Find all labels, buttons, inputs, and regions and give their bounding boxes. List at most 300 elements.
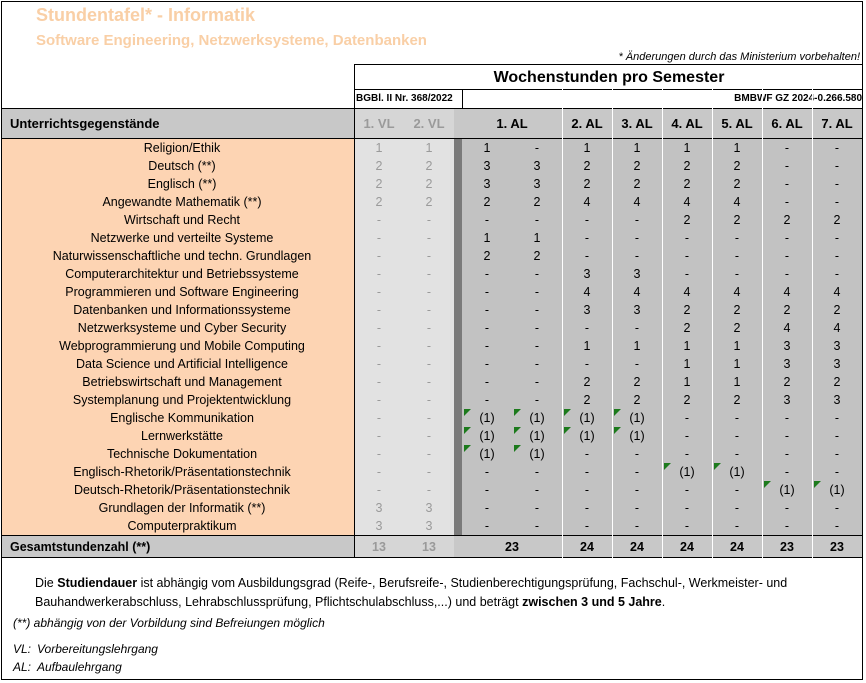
hours-value: 3	[483, 177, 491, 191]
hours-cell	[612, 283, 662, 301]
hours-cell	[662, 373, 712, 391]
hours-value: -	[634, 213, 640, 227]
hours-cell	[462, 481, 512, 499]
hours-value: 2	[375, 195, 383, 209]
hours-cell	[562, 301, 612, 319]
hours-value: -	[426, 411, 432, 425]
hours-cell	[612, 373, 662, 391]
table-row	[2, 229, 862, 247]
table-row	[2, 391, 862, 409]
hours-value: -	[584, 519, 590, 533]
hours-cell	[662, 139, 712, 158]
hours-value: -	[484, 267, 490, 281]
hours-cell	[512, 427, 562, 445]
hours-cell	[712, 175, 762, 193]
hours-cell	[762, 265, 812, 283]
hours-cell	[512, 499, 562, 517]
hours-cell	[812, 481, 862, 499]
hours-value: -	[834, 231, 840, 245]
hours-value: 3	[583, 303, 591, 317]
column-gap	[454, 229, 462, 247]
hours-value: (1)	[579, 411, 595, 425]
table-row	[2, 427, 862, 445]
al-legend	[13, 660, 122, 674]
hours-cell	[354, 265, 404, 283]
total-al4: 24	[662, 536, 712, 558]
hours-cell	[404, 229, 454, 247]
hours-cell	[662, 175, 712, 193]
hours-cell	[762, 499, 812, 517]
hours-cell	[662, 445, 712, 463]
hours-cell	[354, 247, 404, 265]
hours-value: 2	[633, 393, 641, 407]
hours-value: -	[784, 267, 790, 281]
hours-cell	[354, 211, 404, 229]
comment-marker-icon	[714, 463, 721, 470]
hours-cell	[404, 409, 454, 427]
hours-cell	[812, 319, 862, 337]
hours-value: -	[534, 285, 540, 299]
hours-value: -	[584, 213, 590, 227]
hours-cell	[512, 409, 562, 427]
hours-cell	[712, 193, 762, 211]
hours-cell	[712, 265, 762, 283]
subject-name: Englische Kommunikation	[2, 409, 354, 427]
hours-value: 3	[633, 267, 641, 281]
hours-cell	[812, 427, 862, 445]
hours-cell	[712, 463, 762, 481]
footer-bold-range: zwischen 3 und 5 Jahre	[522, 595, 662, 609]
hours-value: -	[684, 447, 690, 461]
hours-cell	[662, 229, 712, 247]
hours-cell	[354, 463, 404, 481]
hours-value: -	[376, 339, 382, 353]
hours-cell	[712, 517, 762, 536]
hours-value: -	[534, 303, 540, 317]
column-gap	[454, 536, 462, 558]
hours-value: 2	[833, 303, 841, 317]
footer-text-part: ist abhängig vom Ausbildungsgrad (Reife-, Berufsreife-, Studienberechtigungsprüfung, Fachschul-, Werkmeister- und Bauhandwerkerabschluss, Lehrabschlussprüfung, Pflichtschulabschluss,...) und beträgt	[35, 576, 788, 609]
hours-cell	[404, 355, 454, 373]
subject-name: Computerarchitektur und Betriebssysteme	[2, 265, 354, 283]
hours-value: -	[484, 519, 490, 533]
weekly-hours-title: Wochenstunden pro Semester	[354, 64, 863, 90]
hours-value: 2	[583, 177, 591, 191]
hours-value: 4	[833, 285, 841, 299]
hours-value: -	[426, 267, 432, 281]
hours-value: -	[376, 303, 382, 317]
footer-text-part: .	[661, 595, 666, 609]
hours-cell	[812, 301, 862, 319]
hours-cell	[404, 247, 454, 265]
hours-value: 1	[683, 375, 691, 389]
law-reference-left: BGBl. II Nr. 368/2022	[356, 93, 453, 104]
hours-value: 2	[783, 375, 791, 389]
hours-value: -	[484, 501, 490, 515]
hours-value: -	[534, 213, 540, 227]
hours-cell	[562, 373, 612, 391]
hours-value: -	[834, 501, 840, 515]
hours-cell	[762, 301, 812, 319]
hours-value: -	[484, 357, 490, 371]
table-row	[2, 175, 862, 193]
subject-name: Systemplanung und Projektentwicklung	[2, 391, 354, 409]
hours-value: -	[426, 357, 432, 371]
hours-cell	[462, 229, 512, 247]
semester-separator	[812, 89, 813, 558]
hours-cell	[712, 481, 762, 499]
hours-cell	[562, 319, 612, 337]
hours-value: -	[634, 321, 640, 335]
hours-value: -	[584, 465, 590, 479]
page-title: Stundentafel* - Informatik	[36, 5, 256, 25]
hours-cell	[712, 283, 762, 301]
hours-cell	[612, 211, 662, 229]
vl-legend	[13, 642, 158, 656]
hours-cell	[462, 157, 512, 175]
table-row	[2, 337, 862, 355]
hours-value: -	[534, 375, 540, 389]
hours-cell	[354, 481, 404, 499]
hours-cell	[512, 355, 562, 373]
hours-cell	[354, 409, 404, 427]
hours-cell	[662, 157, 712, 175]
hours-value: -	[484, 375, 490, 389]
hours-value: -	[784, 411, 790, 425]
hours-value: -	[784, 501, 790, 515]
law-reference-right: BMBWF GZ 2024-0.266.580	[734, 93, 862, 104]
table-row	[2, 355, 862, 373]
hours-cell	[404, 301, 454, 319]
hours-value: -	[426, 465, 432, 479]
hours-cell	[354, 139, 404, 158]
hours-cell	[462, 337, 512, 355]
hours-cell	[512, 139, 562, 158]
curriculum-table	[2, 108, 862, 558]
hours-value: 1	[683, 141, 691, 155]
column-header-al2: 2. AL	[562, 109, 612, 139]
column-gap	[454, 319, 462, 337]
hours-cell	[712, 319, 762, 337]
hours-cell	[812, 265, 862, 283]
hours-value: 4	[833, 321, 841, 335]
hours-value: -	[684, 249, 690, 263]
column-gap	[454, 337, 462, 355]
hours-value: -	[584, 501, 590, 515]
hours-value: -	[834, 411, 840, 425]
hours-value: -	[684, 501, 690, 515]
hours-cell	[562, 427, 612, 445]
hours-cell	[712, 211, 762, 229]
hours-cell	[612, 193, 662, 211]
hours-cell	[404, 319, 454, 337]
comment-marker-icon	[564, 427, 571, 434]
hours-value: -	[534, 339, 540, 353]
hours-cell	[404, 211, 454, 229]
hours-value: -	[634, 357, 640, 371]
hours-value: -	[584, 447, 590, 461]
hours-cell	[812, 445, 862, 463]
hours-value: 2	[425, 159, 433, 173]
hours-value: 3	[783, 339, 791, 353]
hours-cell	[812, 463, 862, 481]
hours-value: 2	[633, 177, 641, 191]
hours-cell	[612, 175, 662, 193]
hours-value: (1)	[529, 447, 545, 461]
hours-cell	[612, 247, 662, 265]
hours-value: -	[834, 195, 840, 209]
hours-value: -	[634, 447, 640, 461]
hours-cell	[762, 175, 812, 193]
hours-value: (1)	[729, 465, 745, 479]
column-gap	[454, 409, 462, 427]
hours-cell	[662, 481, 712, 499]
comment-marker-icon	[464, 445, 471, 452]
table-row	[2, 481, 862, 499]
footer-text-part: Die	[35, 576, 58, 590]
hours-value: -	[534, 141, 540, 155]
subject-name: Englisch-Rhetorik/Präsentationstechnik	[2, 463, 354, 481]
hours-value: -	[834, 177, 840, 191]
hours-cell	[562, 463, 612, 481]
hours-cell	[712, 499, 762, 517]
hours-cell	[812, 283, 862, 301]
comment-marker-icon	[614, 409, 621, 416]
hours-cell	[762, 355, 812, 373]
hours-value: 2	[733, 213, 741, 227]
hours-cell	[712, 373, 762, 391]
hours-value: -	[734, 501, 740, 515]
column-gap	[454, 211, 462, 229]
hours-value: 2	[783, 303, 791, 317]
hours-cell	[512, 229, 562, 247]
hours-cell	[812, 211, 862, 229]
comment-marker-icon	[464, 427, 471, 434]
hours-cell	[812, 157, 862, 175]
hours-cell	[612, 409, 662, 427]
hours-cell	[562, 499, 612, 517]
exemption-note: (**) abhängig von der Vorbildung sind Befreiungen möglich	[13, 616, 325, 630]
hours-cell	[462, 193, 512, 211]
hours-cell	[562, 445, 612, 463]
hours-cell	[612, 319, 662, 337]
hours-value: -	[534, 483, 540, 497]
hours-value: -	[376, 483, 382, 497]
hours-value: -	[376, 393, 382, 407]
hours-value: -	[684, 267, 690, 281]
hours-cell	[812, 355, 862, 373]
hours-cell	[462, 391, 512, 409]
hours-cell	[662, 355, 712, 373]
hours-value: 2	[633, 159, 641, 173]
hours-value: -	[834, 465, 840, 479]
hours-value: 2	[375, 159, 383, 173]
hours-cell	[404, 499, 454, 517]
hours-value: -	[534, 357, 540, 371]
hours-cell	[562, 517, 612, 536]
hours-value: -	[584, 321, 590, 335]
table-row	[2, 211, 862, 229]
column-header-al6: 6. AL	[762, 109, 812, 139]
hours-cell	[612, 355, 662, 373]
hours-cell	[762, 463, 812, 481]
semester-separator	[612, 89, 613, 558]
column-gap	[454, 427, 462, 445]
column-gap	[454, 499, 462, 517]
hours-value: 1	[425, 141, 433, 155]
hours-cell	[354, 445, 404, 463]
hours-value: -	[376, 465, 382, 479]
hours-cell	[762, 157, 812, 175]
hours-cell	[712, 409, 762, 427]
hours-cell	[512, 265, 562, 283]
total-al2: 24	[562, 536, 612, 558]
hours-value: 2	[683, 177, 691, 191]
comment-marker-icon	[464, 409, 471, 416]
hours-value: -	[534, 393, 540, 407]
hours-value: 1	[633, 339, 641, 353]
subject-name: Religion/Ethik	[2, 139, 354, 158]
subject-name: Programmieren und Software Engineering	[2, 283, 354, 301]
hours-cell	[512, 283, 562, 301]
total-al1: 23	[462, 536, 562, 558]
hours-cell	[662, 463, 712, 481]
hours-value: 4	[733, 195, 741, 209]
subject-name: Netzwerke und verteilte Systeme	[2, 229, 354, 247]
hours-value: -	[684, 519, 690, 533]
hours-cell	[462, 247, 512, 265]
table-row	[2, 301, 862, 319]
hours-value: -	[484, 285, 490, 299]
subject-name: Datenbanken und Informationssysteme	[2, 301, 354, 319]
hours-cell	[612, 157, 662, 175]
hours-value: 2	[683, 303, 691, 317]
hours-cell	[354, 301, 404, 319]
hours-value: -	[376, 231, 382, 245]
hours-cell	[462, 517, 512, 536]
hours-cell	[662, 337, 712, 355]
hours-value: 3	[583, 267, 591, 281]
hours-value: -	[426, 483, 432, 497]
hours-value: -	[426, 285, 432, 299]
hours-cell	[662, 211, 712, 229]
hours-cell	[612, 499, 662, 517]
column-gap	[454, 247, 462, 265]
hours-value: -	[634, 519, 640, 533]
column-gap	[454, 193, 462, 211]
hours-value: -	[784, 195, 790, 209]
footer-bold-duration: Studiendauer	[57, 576, 138, 590]
hours-cell	[712, 355, 762, 373]
hours-cell	[354, 337, 404, 355]
hours-cell	[462, 445, 512, 463]
hours-cell	[762, 337, 812, 355]
hours-value: -	[784, 231, 790, 245]
hours-value: 1	[375, 141, 383, 155]
hours-value: 4	[733, 285, 741, 299]
hours-cell	[812, 229, 862, 247]
hours-cell	[712, 247, 762, 265]
hours-value: -	[784, 447, 790, 461]
hours-value: -	[634, 249, 640, 263]
hours-value: -	[426, 393, 432, 407]
hours-value: -	[426, 447, 432, 461]
hours-value: -	[734, 447, 740, 461]
hours-cell	[762, 283, 812, 301]
hours-value: -	[426, 321, 432, 335]
total-vl2: 13	[404, 536, 454, 558]
hours-cell	[404, 427, 454, 445]
hours-value: -	[684, 429, 690, 443]
hours-cell	[512, 517, 562, 536]
semester-separator	[762, 89, 763, 558]
hours-cell	[462, 463, 512, 481]
hours-cell	[812, 247, 862, 265]
hours-cell	[512, 481, 562, 499]
hours-value: -	[426, 303, 432, 317]
hours-cell	[612, 139, 662, 158]
hours-value: -	[376, 429, 382, 443]
column-gap	[454, 301, 462, 319]
column-gap	[454, 517, 462, 536]
hours-cell	[512, 463, 562, 481]
hours-value: 3	[633, 303, 641, 317]
hours-cell	[762, 391, 812, 409]
hours-value: 2	[633, 375, 641, 389]
hours-value: (1)	[479, 411, 495, 425]
hours-value: 3	[833, 393, 841, 407]
hours-value: (1)	[479, 429, 495, 443]
hours-cell	[712, 301, 762, 319]
hours-cell	[562, 391, 612, 409]
hours-value: 1	[733, 375, 741, 389]
hours-value: (1)	[829, 483, 845, 497]
hours-cell	[404, 193, 454, 211]
column-gap	[454, 481, 462, 499]
hours-cell	[612, 391, 662, 409]
hours-value: -	[834, 429, 840, 443]
hours-value: -	[376, 249, 382, 263]
hours-value: 1	[683, 339, 691, 353]
hours-value: -	[534, 267, 540, 281]
hours-cell	[812, 409, 862, 427]
hours-value: 1	[583, 339, 591, 353]
hours-cell	[762, 229, 812, 247]
hours-value: -	[684, 483, 690, 497]
comment-marker-icon	[764, 481, 771, 488]
hours-cell	[712, 427, 762, 445]
hours-cell	[462, 211, 512, 229]
hours-value: 2	[583, 375, 591, 389]
table-row	[2, 409, 862, 427]
column-header-al3: 3. AL	[612, 109, 662, 139]
hours-value: 4	[783, 285, 791, 299]
hours-value: (1)	[579, 429, 595, 443]
hours-cell	[712, 139, 762, 158]
column-gap	[454, 175, 462, 193]
column-gap	[454, 391, 462, 409]
hours-cell	[354, 427, 404, 445]
hours-cell	[354, 175, 404, 193]
hours-cell	[404, 265, 454, 283]
hours-value: 2	[833, 375, 841, 389]
hours-cell	[562, 481, 612, 499]
comment-marker-icon	[614, 427, 621, 434]
comment-marker-icon	[564, 409, 571, 416]
vl-description: Vorbereitungslehrgang	[37, 642, 158, 656]
hours-value: -	[584, 483, 590, 497]
hours-value: 1	[633, 141, 641, 155]
